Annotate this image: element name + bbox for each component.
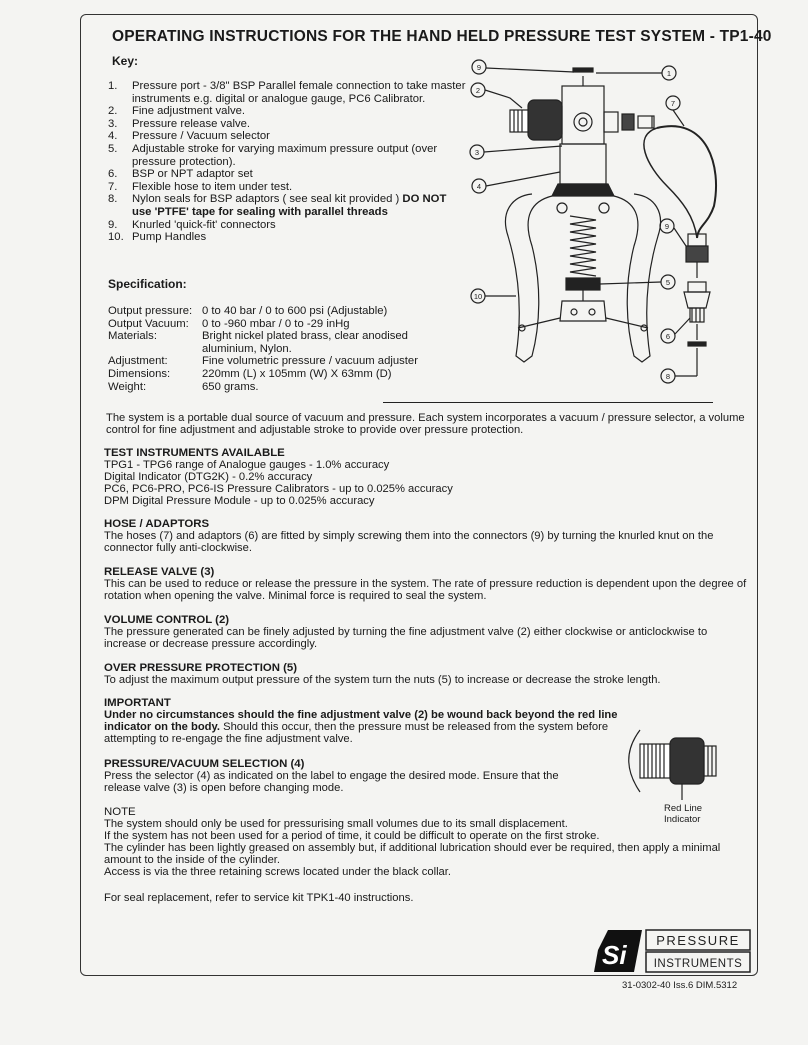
logo-line2: INSTRUMENTS — [653, 958, 743, 970]
logo-mark-text: Si — [602, 940, 627, 970]
callout-9b-label: 9 — [664, 222, 670, 231]
key-item: 6. BSP or NPT adaptor set — [108, 168, 253, 181]
spec-row: Weight: 650 grams. — [108, 380, 259, 393]
section-rule — [383, 402, 713, 403]
section-over-pressure: OVER PRESSURE PROTECTION (5) To adjust the maximum output pressure of the system turn the nuts (5) to increase or decrease the stroke length. — [104, 662, 752, 686]
key-list — [108, 80, 468, 244]
callout-4-label: 4 — [476, 182, 482, 191]
pump-diagram — [462, 56, 732, 392]
callout-8-label: 8 — [665, 372, 671, 381]
callout-6-label: 6 — [665, 332, 671, 341]
callout-5-label: 5 — [665, 278, 671, 287]
section-pressure-vacuum-selection: PRESSURE/VACUUM SELECTION (4) Press the selector (4) as indicated on the label to engage the desired mode. Ensure that the release valve (3) is open before changing mode. — [104, 758, 574, 794]
section-test-instruments: TEST INSTRUMENTS AVAILABLE TPG1 - TPG6 range of Analogue gauges - 1.0% accuracy Digital Indicator (DTG2K) - 0.2% accuracy PC6, PC6-PRO, PC6-IS Pressure Calibrators - up to 0.025% accuracy DPM Digital Pressure Module - up to 0.025% accuracy — [104, 447, 752, 507]
key-heading: Key: — [112, 54, 139, 68]
section-heading: OVER PRESSURE PROTECTION (5) — [104, 662, 298, 674]
section-heading: IMPORTANT — [104, 697, 171, 709]
spec-row: Adjustment: Fine volumetric pressure / vacuum adjuster — [108, 355, 418, 368]
section-heading: HOSE / ADAPTORS — [104, 518, 210, 530]
key-item: 4. Pressure / Vacuum selector — [108, 130, 270, 143]
red-line-caption: Red Line Indicator — [664, 803, 703, 825]
section-note: NOTE The system should only be used for pressurising small volumes due to its small displacement. If the system has not been used for a period of time, it could be difficult to operate on the first stroke. The cylinder has been lightly greased on assembly but, if additional lubrication should ever be required, then apply a minimal amount to the inside of the cylinder. Access is via the three retaining screws located under the black collar. — [104, 806, 752, 879]
callout-3-label: 3 — [474, 148, 480, 157]
section-volume-control: VOLUME CONTROL (2) The pressure generated can be finely adjusted by turning the fine adjustment valve (2) either clockwise or anticlockwise to increase or decrease pressure accordingly. — [104, 614, 752, 650]
spec-heading: Specification: — [108, 277, 187, 291]
callout-2-label: 2 — [475, 86, 481, 95]
section-heading: PRESSURE/VACUUM SELECTION (4) — [104, 758, 305, 770]
callout-9-label: 9 — [476, 63, 482, 72]
spec-row: Output pressure: 0 to 40 bar / 0 to 600 psi (Adjustable) — [108, 305, 388, 317]
callout-1-label: 1 — [666, 69, 672, 78]
section-important: IMPORTANT Under no circumstances should the fine adjustment valve (2) be wound back beyond the red line indicator on the body. Should this occur, then the pressure must be released from the system before attempting to re-engage the fine adjustment valve. — [104, 697, 624, 745]
key-item: 5. Adjustable stroke for varying maximum pressure output (over pressure protection). — [108, 142, 438, 168]
intro-paragraph: The system is a portable dual source of vacuum and pressure. Each system incorporates a vacuum / pressure selector, a volume control for fine adjustment and adjustable stroke to provide over pressure protection. — [106, 412, 745, 437]
spec-table — [108, 305, 452, 393]
key-item: 8. Nylon seals for BSP adaptors ( see seal kit provided ) DO NOT use 'PTFE' tape for sealing with parallel threads — [108, 193, 447, 218]
red-line-indicator-illustration — [620, 720, 720, 800]
page-title: OPERATING INSTRUCTIONS FOR THE HAND HELD PRESSURE TEST SYSTEM - TP1-40 — [112, 28, 772, 45]
section-heading: TEST INSTRUMENTS AVAILABLE — [104, 447, 285, 459]
callout-7-label: 7 — [670, 99, 676, 108]
spec-row: Output Vacuum: 0 to -960 mbar / 0 to -29 inHg — [108, 317, 350, 330]
seal-replacement-note: For seal replacement, refer to service kit TPK1-40 instructions. — [104, 892, 414, 904]
key-item: 1. Pressure port - 3/8" BSP Parallel female connection to take master instruments e.g. digital or analogue gauge, PC6 Calibrator. — [108, 80, 466, 105]
section-heading: RELEASE VALVE (3) — [104, 566, 215, 578]
key-item: 2. Fine adjustment valve. — [108, 105, 246, 118]
section-hose-adaptors: HOSE / ADAPTORS The hoses (7) and adaptors (6) are fitted by simply screwing them into the connectors (9) by turning the knurled knut on the connector fully anti-clockwise. — [104, 518, 752, 554]
section-heading: NOTE — [104, 806, 136, 818]
key-item: 9. Knurled 'quick-fit' connectors — [108, 218, 276, 231]
si-pressure-instruments-logo — [590, 928, 752, 974]
key-item: 3. Pressure release valve. — [108, 117, 251, 130]
logo-line1: PRESSURE — [656, 933, 740, 948]
spec-row: Materials: Bright nickel plated brass, clear anodised aluminium, Nylon. — [108, 330, 408, 355]
spec-row: Dimensions: 220mm (L) x 105mm (W) X 63mm (D) — [108, 367, 392, 380]
key-item: 10. Pump Handles — [108, 231, 207, 244]
section-heading: VOLUME CONTROL (2) — [104, 614, 230, 626]
document-number: 31-0302-40 Iss.6 DIM.5312 — [622, 980, 738, 991]
key-item: 7. Flexible hose to item under test. — [108, 180, 293, 193]
callout-10-label: 10 — [473, 292, 483, 301]
section-release-valve: RELEASE VALVE (3) This can be used to reduce or release the pressure in the system. The rate of pressure reduction is dependent upon the degree of rotation when opening the valve. Minimal force is required to seal the system. — [104, 566, 752, 602]
